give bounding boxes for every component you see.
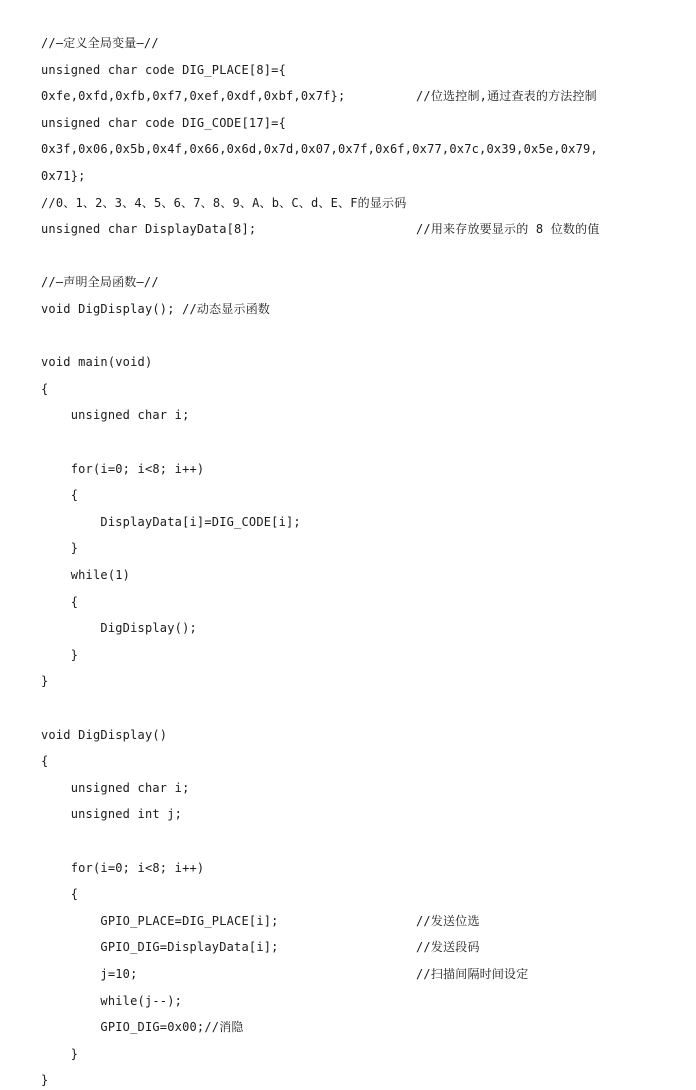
- code-line: [41, 61, 286, 79]
- code-text: {: [41, 488, 79, 503]
- code-line: [41, 885, 78, 903]
- code-line: [41, 380, 48, 398]
- code-comment: //用来存放要显示的 8 位数的值: [416, 222, 600, 237]
- code-line: [41, 140, 598, 158]
- code-text: 0x71};: [41, 169, 86, 183]
- code-text: {: [41, 381, 49, 396]
- code-line: [41, 566, 130, 584]
- code-text: //—定义全局变量—//: [41, 36, 159, 50]
- code-line: [41, 273, 159, 291]
- code-line: [41, 593, 78, 611]
- code-text: //—声明全局函数—//: [41, 275, 159, 290]
- code-text: {: [41, 754, 49, 769]
- code-line: [41, 460, 204, 478]
- code-text: void DigDisplay(); //动态显示函数: [41, 302, 271, 316]
- code-line: [41, 220, 600, 238]
- code-line: [41, 752, 48, 770]
- code-text: j=10;: [41, 967, 138, 981]
- code-line: [41, 646, 78, 664]
- code-comment: //扫描间隔时间设定: [416, 967, 529, 981]
- code-line: [41, 34, 159, 52]
- code-line: [41, 1071, 48, 1089]
- code-line: [41, 167, 86, 185]
- code-line: [41, 300, 270, 318]
- code-text: unsigned char code DIG_PLACE[8]={: [41, 62, 287, 77]
- code-line: [41, 1045, 78, 1063]
- code-line: [41, 779, 190, 797]
- code-line: [41, 87, 597, 105]
- code-line: [41, 194, 406, 212]
- code-text: while(1): [41, 568, 131, 582]
- code-text: {: [41, 887, 79, 902]
- code-text: 0xfe,0xfd,0xfb,0xf7,0xef,0xdf,0xbf,0x7f};: [41, 89, 346, 104]
- code-line: [41, 486, 78, 504]
- code-line: [41, 539, 78, 557]
- code-text: DigDisplay();: [41, 621, 197, 636]
- code-text: unsigned int j;: [41, 807, 183, 822]
- code-text: unsigned char i;: [41, 408, 190, 423]
- code-text: }: [41, 541, 79, 556]
- code-text: }: [41, 674, 49, 689]
- code-text: unsigned char i;: [41, 780, 190, 795]
- code-text: }: [41, 647, 79, 662]
- code-text: for(i=0; i<8; i++): [41, 461, 205, 476]
- code-text: while(j--);: [41, 993, 183, 1008]
- code-text: GPIO_DIG=0x00;//消隐: [41, 1020, 244, 1035]
- code-text: //0、1、2、3、4、5、6、7、8、9、A、b、C、d、E、F的显示码: [41, 195, 407, 210]
- code-line: [41, 353, 152, 371]
- code-text: void DigDisplay(): [41, 727, 168, 742]
- code-text: GPIO_DIG=DisplayData[i];: [41, 940, 279, 955]
- code-line: [41, 1018, 244, 1036]
- code-text: unsigned char code DIG_CODE[17]={: [41, 115, 287, 130]
- code-line: [41, 938, 480, 956]
- code-text: void main(void): [41, 355, 153, 370]
- code-text: }: [41, 1073, 49, 1088]
- code-text: {: [41, 594, 79, 609]
- code-line: [41, 726, 167, 744]
- code-text: unsigned char DisplayData[8];: [41, 222, 257, 237]
- code-line: [41, 805, 182, 823]
- code-line: [41, 992, 182, 1010]
- code-line: [41, 513, 301, 531]
- code-line: [41, 912, 480, 930]
- code-line: [41, 859, 204, 877]
- code-text: GPIO_PLACE=DIG_PLACE[i];: [41, 913, 279, 928]
- code-comment: //位选控制,通过查表的方法控制: [416, 89, 597, 104]
- code-line: [41, 965, 529, 983]
- code-line: [41, 619, 197, 637]
- code-line: [41, 114, 286, 132]
- code-text: DisplayData[i]=DIG_CODE[i];: [41, 514, 301, 529]
- code-comment: //发送段码: [416, 940, 480, 955]
- code-line: [41, 672, 48, 690]
- code-comment: //发送位选: [416, 913, 480, 928]
- code-text: }: [41, 1046, 79, 1061]
- code-text: 0x3f,0x06,0x5b,0x4f,0x66,0x6d,0x7d,0x07,0x7f,0x6f,0x77,0x7c,0x39,0x5e,0x79,: [41, 142, 598, 157]
- code-line: [41, 406, 190, 424]
- code-text: for(i=0; i<8; i++): [41, 860, 205, 875]
